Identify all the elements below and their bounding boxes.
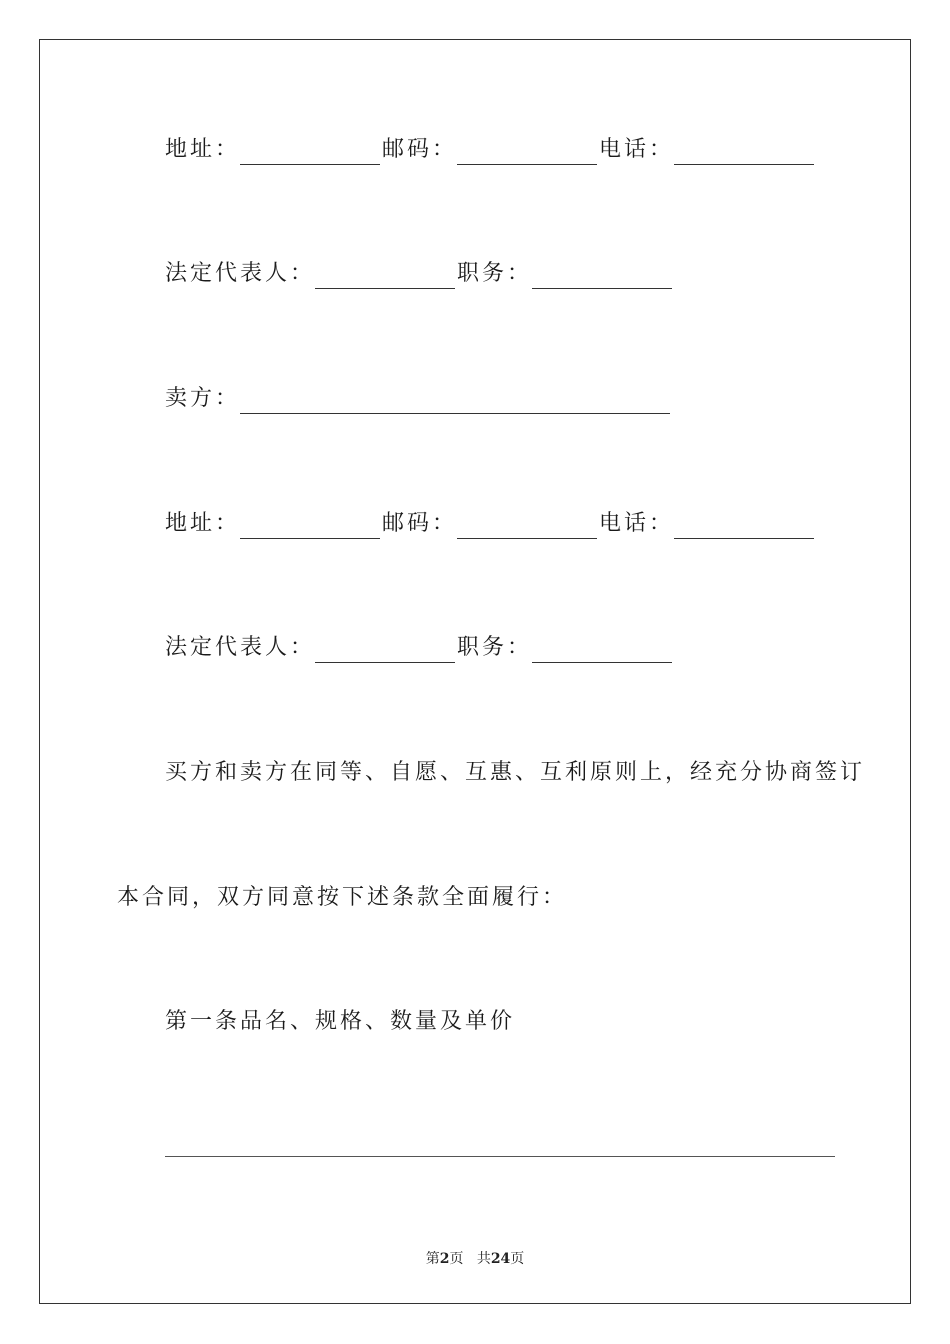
buyer-postcode-field[interactable] <box>457 141 597 165</box>
seller-label: 卖方： <box>165 386 241 411</box>
seller-postcode-field[interactable] <box>457 515 597 539</box>
buyer-rep-field[interactable] <box>315 265 455 289</box>
buyer-postcode-label: 邮码： <box>382 137 458 162</box>
agreement-line-1 <box>165 758 865 788</box>
page-suffix: 页 <box>449 1251 464 1267</box>
buyer-title-label: 职务： <box>457 261 533 286</box>
seller-title-field[interactable] <box>532 639 672 663</box>
buyer-title-field[interactable] <box>532 265 672 289</box>
seller-rep-field[interactable] <box>315 639 455 663</box>
buyer-rep-label: 法定代表人： <box>165 261 316 286</box>
article-1-title: 第一条品名、规格、数量及单价 <box>165 1009 516 1034</box>
agreement-line-2 <box>117 883 567 913</box>
seller-phone-field[interactable] <box>674 515 814 539</box>
page-frame <box>39 39 911 1304</box>
page-prefix: 第 <box>425 1251 440 1267</box>
buyer-address-label: 地址： <box>165 137 241 162</box>
agreement-text-2: 本合同，双方同意按下述条款全面履行： <box>117 885 568 910</box>
seller-rep-label: 法定代表人： <box>165 635 316 660</box>
seller-address-label: 地址： <box>165 511 241 536</box>
seller-contact-line <box>165 509 816 539</box>
seller-postcode-label: 邮码： <box>382 511 458 536</box>
article-1-blank-line[interactable] <box>165 1156 835 1157</box>
seller-title-label: 职务： <box>457 635 533 660</box>
seller-address-field[interactable] <box>240 515 380 539</box>
seller-name-field[interactable] <box>240 390 670 414</box>
total-pages: 24 <box>490 1251 511 1267</box>
seller-line <box>165 384 672 414</box>
article-1-heading <box>165 1007 515 1037</box>
buyer-address-field[interactable] <box>240 141 380 165</box>
agreement-text-1: 买方和卖方在同等、自愿、互惠、互利原则上，经充分协商签订 <box>165 760 866 785</box>
total-suffix: 页 <box>510 1251 525 1267</box>
page-footer <box>0 1248 950 1268</box>
total-prefix: 共 <box>476 1251 491 1267</box>
seller-rep-line <box>165 633 674 663</box>
seller-phone-label: 电话： <box>599 511 675 536</box>
buyer-phone-field[interactable] <box>674 141 814 165</box>
page-number: 2 <box>439 1251 450 1267</box>
buyer-contact-line <box>165 135 816 165</box>
buyer-rep-line <box>165 259 674 289</box>
buyer-phone-label: 电话： <box>599 137 675 162</box>
